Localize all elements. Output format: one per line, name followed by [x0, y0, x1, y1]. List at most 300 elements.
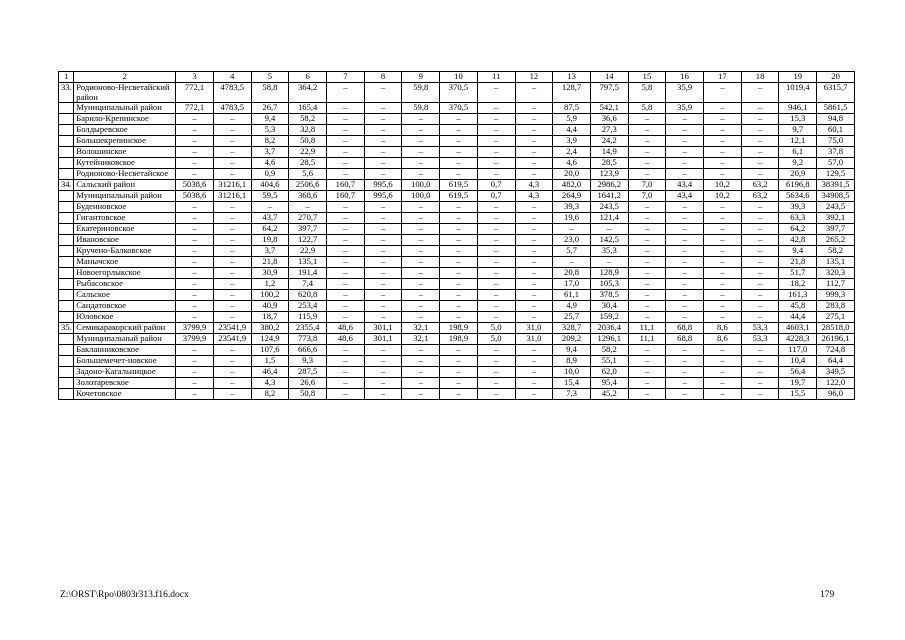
value-cell: – [213, 345, 251, 356]
value-cell: 5,3 [251, 125, 289, 136]
value-cell: 87,5 [553, 103, 591, 114]
value-cell: – [327, 114, 365, 125]
value-cell: – [741, 389, 779, 400]
value-cell: – [402, 356, 440, 367]
value-cell: 11,1 [628, 323, 666, 334]
value-cell: – [364, 169, 402, 180]
value-cell: – [176, 312, 214, 323]
value-cell: 4,6 [553, 158, 591, 169]
value-cell: – [741, 356, 779, 367]
area-name: Новоегорлыкское [74, 268, 176, 279]
value-cell: 23541,9 [213, 323, 251, 334]
value-cell: 122,7 [289, 235, 327, 246]
header-cell: 8 [364, 72, 402, 83]
value-cell: 7,0 [628, 180, 666, 191]
value-cell: 5038,6 [176, 180, 214, 191]
value-cell: 5,7 [553, 246, 591, 257]
value-cell: 3,9 [553, 136, 591, 147]
value-cell: – [741, 246, 779, 257]
value-cell: 117,0 [779, 345, 817, 356]
value-cell: – [741, 268, 779, 279]
value-cell: – [515, 279, 553, 290]
header-cell: 15 [628, 72, 666, 83]
value-cell: – [704, 279, 742, 290]
value-cell: – [327, 301, 365, 312]
value-cell: – [741, 114, 779, 125]
value-cell: – [666, 224, 704, 235]
value-cell: – [704, 125, 742, 136]
header-cell: 13 [553, 72, 591, 83]
value-cell: 56,4 [779, 367, 817, 378]
value-cell: – [628, 378, 666, 389]
value-cell: 946,1 [779, 103, 817, 114]
value-cell: – [477, 136, 515, 147]
value-cell: 270,7 [289, 213, 327, 224]
value-cell: 28518,0 [817, 323, 855, 334]
value-cell: – [176, 301, 214, 312]
value-cell: – [628, 246, 666, 257]
value-cell: 772,1 [176, 103, 214, 114]
value-cell: 724,8 [817, 345, 855, 356]
value-cell: – [704, 345, 742, 356]
value-cell: 31,0 [515, 334, 553, 345]
table-row [59, 103, 855, 114]
value-cell: 100,2 [251, 290, 289, 301]
value-cell: – [364, 114, 402, 125]
value-cell: – [477, 312, 515, 323]
value-cell: – [364, 246, 402, 257]
value-cell: – [590, 224, 628, 235]
area-name: Кутейниковское [74, 158, 176, 169]
row-number: 35. [59, 323, 74, 334]
area-name: Родионово-Несветайский район [74, 83, 176, 103]
value-cell: 58,8 [251, 83, 289, 103]
value-cell: – [364, 312, 402, 323]
value-cell: – [364, 378, 402, 389]
table-row [59, 235, 855, 246]
value-cell: 5,8 [628, 103, 666, 114]
value-cell: – [213, 268, 251, 279]
value-cell: 43,4 [666, 191, 704, 202]
value-cell: – [704, 312, 742, 323]
value-cell: – [402, 301, 440, 312]
value-cell: 123,9 [590, 169, 628, 180]
value-cell: 0,7 [477, 180, 515, 191]
value-cell: 18,2 [779, 279, 817, 290]
row-number [59, 191, 74, 202]
value-cell: – [628, 389, 666, 400]
table-row [59, 246, 855, 257]
value-cell: 5634,6 [779, 191, 817, 202]
value-cell: – [741, 158, 779, 169]
value-cell: – [704, 114, 742, 125]
value-cell: 370,5 [440, 103, 478, 114]
table-header-row [59, 72, 855, 83]
header-cell: 9 [402, 72, 440, 83]
value-cell: 301,1 [364, 323, 402, 334]
row-number [59, 224, 74, 235]
value-cell: 12,1 [779, 136, 817, 147]
value-cell: – [440, 312, 478, 323]
value-cell: 5038,6 [176, 191, 214, 202]
value-cell: 2986,2 [590, 180, 628, 191]
value-cell: – [440, 356, 478, 367]
value-cell: 620,8 [289, 290, 327, 301]
value-cell: – [213, 290, 251, 301]
value-cell: 115,9 [289, 312, 327, 323]
value-cell: 8,6 [704, 334, 742, 345]
table-row [59, 367, 855, 378]
value-cell: 397,7 [817, 224, 855, 235]
value-cell: 666,6 [289, 345, 327, 356]
value-cell: – [704, 224, 742, 235]
value-cell: 112,7 [817, 279, 855, 290]
value-cell: – [666, 114, 704, 125]
value-cell: – [251, 202, 289, 213]
value-cell: 15,3 [779, 114, 817, 125]
value-cell: – [515, 103, 553, 114]
value-cell: – [364, 224, 402, 235]
value-cell: 995,6 [364, 180, 402, 191]
value-cell: 5,6 [289, 169, 327, 180]
value-cell: – [440, 202, 478, 213]
value-cell: 9,4 [251, 114, 289, 125]
value-cell: 4,3 [251, 378, 289, 389]
value-cell: – [704, 301, 742, 312]
value-cell: 3,7 [251, 246, 289, 257]
value-cell: – [704, 367, 742, 378]
value-cell: 19,7 [779, 378, 817, 389]
value-cell: 6,1 [779, 147, 817, 158]
value-cell: 63,2 [741, 191, 779, 202]
value-cell: – [402, 202, 440, 213]
value-cell: – [327, 279, 365, 290]
header-cell: 2 [74, 72, 176, 83]
table-row [59, 114, 855, 125]
value-cell: – [628, 301, 666, 312]
value-cell: 4,3 [515, 180, 553, 191]
value-cell: 7,4 [289, 279, 327, 290]
header-cell: 11 [477, 72, 515, 83]
value-cell: – [176, 125, 214, 136]
table-row [59, 257, 855, 268]
area-name: Большемечет-новское [74, 356, 176, 367]
value-cell: – [704, 213, 742, 224]
value-cell: 59,5 [251, 191, 289, 202]
value-cell: – [666, 345, 704, 356]
value-cell: – [402, 378, 440, 389]
value-cell: – [515, 378, 553, 389]
value-cell: 26,6 [289, 378, 327, 389]
value-cell: – [364, 213, 402, 224]
value-cell: – [364, 158, 402, 169]
area-name: Золотаревское [74, 378, 176, 389]
value-cell: – [477, 378, 515, 389]
value-cell: – [666, 378, 704, 389]
value-cell: 35,3 [590, 246, 628, 257]
value-cell: 17,0 [553, 279, 591, 290]
value-cell: 19,8 [251, 235, 289, 246]
value-cell: 142,5 [590, 235, 628, 246]
area-name: Барило-Крепинское [74, 114, 176, 125]
value-cell: 32,1 [402, 334, 440, 345]
value-cell: – [327, 290, 365, 301]
value-cell: – [213, 125, 251, 136]
table-row [59, 180, 855, 191]
value-cell: – [628, 213, 666, 224]
value-cell: – [666, 158, 704, 169]
value-cell: 5861,5 [817, 103, 855, 114]
value-cell: 2355,4 [289, 323, 327, 334]
table-row [59, 191, 855, 202]
value-cell: 1296,1 [590, 334, 628, 345]
row-number [59, 114, 74, 125]
value-cell: – [741, 136, 779, 147]
value-cell: 64,2 [779, 224, 817, 235]
header-cell: 18 [741, 72, 779, 83]
area-name: Большекрепинское [74, 136, 176, 147]
value-cell: – [628, 235, 666, 246]
value-cell: 46,4 [251, 367, 289, 378]
value-cell: – [515, 235, 553, 246]
value-cell: – [364, 202, 402, 213]
value-cell: 4783,5 [213, 103, 251, 114]
value-cell: 51,7 [779, 268, 817, 279]
row-number [59, 136, 74, 147]
value-cell: – [477, 114, 515, 125]
value-cell: 8,9 [553, 356, 591, 367]
value-cell: 243,5 [817, 202, 855, 213]
value-cell: – [402, 367, 440, 378]
value-cell: – [515, 345, 553, 356]
value-cell: – [402, 235, 440, 246]
table-row [59, 224, 855, 235]
table-row [59, 301, 855, 312]
value-cell: – [704, 378, 742, 389]
value-cell: 0,9 [251, 169, 289, 180]
value-cell: 100,0 [402, 191, 440, 202]
value-cell: – [704, 83, 742, 103]
value-cell: – [741, 279, 779, 290]
file-path: Z:\ORST\Rpo\0803r313.f16.docx [60, 590, 189, 600]
value-cell: – [515, 169, 553, 180]
value-cell: 68,8 [666, 334, 704, 345]
value-cell: – [666, 125, 704, 136]
value-cell: – [327, 125, 365, 136]
value-cell: – [440, 389, 478, 400]
header-cell: 1 [59, 72, 74, 83]
value-cell: – [477, 389, 515, 400]
value-cell: 26196,1 [817, 334, 855, 345]
value-cell: – [440, 279, 478, 290]
value-cell: – [364, 136, 402, 147]
value-cell: – [213, 147, 251, 158]
value-cell: – [440, 246, 478, 257]
value-cell: 328,7 [553, 323, 591, 334]
value-cell: 287,5 [289, 367, 327, 378]
value-cell: 619,5 [440, 191, 478, 202]
value-cell: – [364, 125, 402, 136]
value-cell: 39,3 [553, 202, 591, 213]
area-name: Манычское [74, 257, 176, 268]
value-cell: – [176, 246, 214, 257]
value-cell: 1019,4 [779, 83, 817, 103]
value-cell: 27,3 [590, 125, 628, 136]
row-number [59, 147, 74, 158]
value-cell: 9,3 [289, 356, 327, 367]
area-name: Семикаракорский район [74, 323, 176, 334]
value-cell: – [704, 158, 742, 169]
value-cell: – [176, 367, 214, 378]
value-cell: – [364, 268, 402, 279]
header-cell: 16 [666, 72, 704, 83]
value-cell: – [364, 389, 402, 400]
value-cell: – [402, 389, 440, 400]
table-row [59, 356, 855, 367]
value-cell: 55,1 [590, 356, 628, 367]
value-cell: – [213, 224, 251, 235]
table-row [59, 169, 855, 180]
value-cell: – [327, 235, 365, 246]
value-cell: – [741, 290, 779, 301]
value-cell: 31216,1 [213, 191, 251, 202]
value-cell: – [327, 202, 365, 213]
value-cell: – [213, 356, 251, 367]
value-cell: – [666, 301, 704, 312]
table-row [59, 345, 855, 356]
value-cell: 9,2 [779, 158, 817, 169]
value-cell: – [327, 136, 365, 147]
value-cell: 30,4 [590, 301, 628, 312]
value-cell: 64,4 [817, 356, 855, 367]
area-name: Екатериновское [74, 224, 176, 235]
row-number [59, 378, 74, 389]
value-cell: 3799,9 [176, 323, 214, 334]
value-cell: 253,4 [289, 301, 327, 312]
value-cell: – [515, 389, 553, 400]
value-cell: – [213, 235, 251, 246]
value-cell: – [477, 224, 515, 235]
value-cell: 4,3 [515, 191, 553, 202]
row-number [59, 389, 74, 400]
value-cell: 58,2 [289, 114, 327, 125]
value-cell: 243,5 [590, 202, 628, 213]
value-cell: 128,7 [553, 83, 591, 103]
value-cell: – [364, 290, 402, 301]
row-number [59, 169, 74, 180]
value-cell: – [176, 378, 214, 389]
value-cell: – [176, 147, 214, 158]
area-name: Волошинское [74, 147, 176, 158]
value-cell: – [741, 235, 779, 246]
value-cell: – [327, 246, 365, 257]
value-cell: 8,2 [251, 136, 289, 147]
value-cell: 4,6 [251, 158, 289, 169]
header-cell: 12 [515, 72, 553, 83]
value-cell: 349,5 [817, 367, 855, 378]
table-row [59, 290, 855, 301]
value-cell: 95,4 [590, 378, 628, 389]
value-cell: – [628, 279, 666, 290]
value-cell: – [477, 213, 515, 224]
value-cell: – [402, 268, 440, 279]
header-cell: 20 [817, 72, 855, 83]
value-cell: – [666, 169, 704, 180]
value-cell: 45,2 [590, 389, 628, 400]
value-cell: – [741, 83, 779, 103]
value-cell: 995,6 [364, 191, 402, 202]
value-cell: 773,8 [289, 334, 327, 345]
header-cell: 19 [779, 72, 817, 83]
value-cell: 11,1 [628, 334, 666, 345]
value-cell: – [741, 125, 779, 136]
table-row [59, 268, 855, 279]
value-cell: 37,8 [817, 147, 855, 158]
value-cell: 9,4 [553, 345, 591, 356]
value-cell: – [176, 356, 214, 367]
value-cell: 392,1 [817, 213, 855, 224]
value-cell: 100,0 [402, 180, 440, 191]
value-cell: – [477, 235, 515, 246]
value-cell: 124,9 [251, 334, 289, 345]
area-name: Сальский район [74, 180, 176, 191]
value-cell: 28,5 [590, 158, 628, 169]
value-cell: – [327, 268, 365, 279]
value-cell: 10,2 [704, 180, 742, 191]
value-cell: 619,5 [440, 180, 478, 191]
value-cell: 5,0 [477, 334, 515, 345]
value-cell: 35,9 [666, 83, 704, 103]
value-cell: 107,6 [251, 345, 289, 356]
value-cell: – [477, 202, 515, 213]
value-cell: – [327, 312, 365, 323]
value-cell: 34908,5 [817, 191, 855, 202]
value-cell: – [590, 257, 628, 268]
value-cell: – [704, 147, 742, 158]
row-number [59, 290, 74, 301]
value-cell: 96,0 [817, 389, 855, 400]
value-cell: – [628, 224, 666, 235]
value-cell: 14,9 [590, 147, 628, 158]
value-cell: 4,4 [553, 125, 591, 136]
value-cell: 7,0 [628, 191, 666, 202]
value-cell: 9,4 [779, 246, 817, 257]
value-cell: 380,2 [251, 323, 289, 334]
row-number [59, 268, 74, 279]
value-cell: 320,3 [817, 268, 855, 279]
value-cell: 160,7 [327, 180, 365, 191]
area-name: Юловское [74, 312, 176, 323]
table-row [59, 323, 855, 334]
area-name: Родионово-Несветайское [74, 169, 176, 180]
value-cell: – [666, 367, 704, 378]
value-cell: – [402, 136, 440, 147]
value-cell: – [628, 257, 666, 268]
value-cell: – [666, 356, 704, 367]
row-number [59, 202, 74, 213]
value-cell: – [477, 125, 515, 136]
value-cell: 772,1 [176, 83, 214, 103]
value-cell: 20,0 [553, 169, 591, 180]
table-row [59, 202, 855, 213]
value-cell: 60,1 [817, 125, 855, 136]
value-cell: 364,2 [289, 83, 327, 103]
value-cell: – [741, 312, 779, 323]
value-cell: – [477, 301, 515, 312]
value-cell: – [515, 125, 553, 136]
value-cell: 160,7 [327, 191, 365, 202]
value-cell: – [213, 169, 251, 180]
